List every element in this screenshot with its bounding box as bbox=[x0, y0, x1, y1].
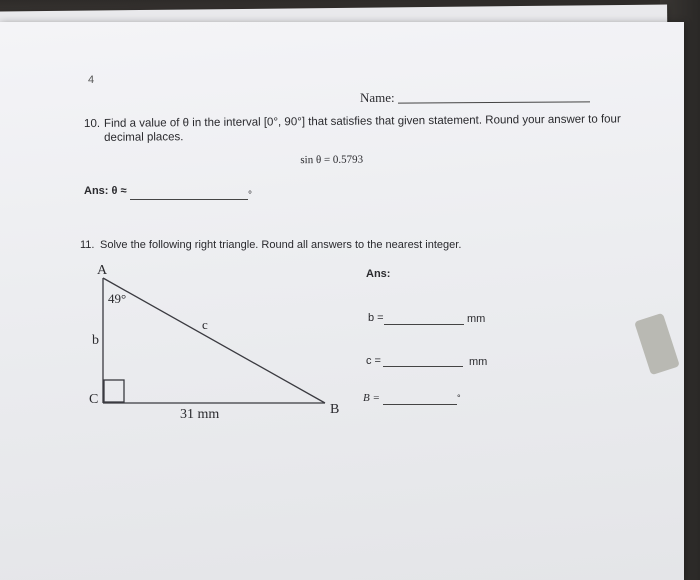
side-b-label: b bbox=[92, 333, 99, 348]
q11-text: Solve the following right triangle. Round all answers to the nearest integer. bbox=[100, 239, 462, 251]
q10-number: 10. bbox=[83, 117, 101, 131]
vertex-a-label: A bbox=[97, 263, 108, 278]
q10-text-line2: decimal places. bbox=[104, 131, 184, 144]
q11-answers-heading: Ans: bbox=[366, 268, 391, 280]
vertex-c-label: C bbox=[89, 392, 99, 407]
angle-a-label: 49° bbox=[108, 291, 127, 306]
q10-text-line1: Find a value of θ in the interval [0°, 90°] that satisfies that given statement. Round your answer to four bbox=[103, 113, 621, 130]
right-triangle-diagram bbox=[0, 22, 684, 580]
q10-equation: sin θ = 0.5793 bbox=[300, 153, 364, 167]
answer-angle-b-label: B = bbox=[363, 392, 380, 404]
q10-answer-unit: ° bbox=[248, 190, 252, 201]
vertex-b-label: B bbox=[330, 402, 340, 417]
answer-b-unit: mm bbox=[467, 313, 486, 325]
q11-number: 11. bbox=[80, 239, 95, 251]
side-c-label: c bbox=[202, 317, 208, 332]
side-a-length-label: 31 mm bbox=[180, 407, 220, 422]
q10-answer-label: Ans: θ ≈ bbox=[84, 185, 127, 197]
name-label: Name: bbox=[360, 90, 395, 105]
answer-b-label: b = bbox=[368, 312, 384, 324]
answer-c-label: c = bbox=[366, 355, 381, 367]
answer-angle-b-unit: ° bbox=[457, 393, 461, 403]
worksheet-page bbox=[0, 22, 684, 580]
page-number: 4 bbox=[88, 74, 95, 86]
side-c-line bbox=[103, 278, 325, 403]
right-angle-marker bbox=[104, 380, 124, 402]
answer-c-unit: mm bbox=[469, 356, 488, 368]
